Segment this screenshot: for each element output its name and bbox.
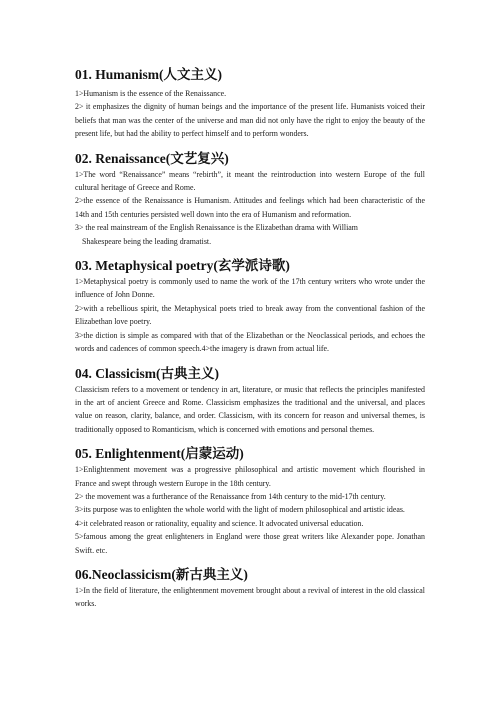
paragraph: 2>with a rebellious spirit, the Metaphysical poets tried to break away from the conventional fashion of the Elizabethan love poetry.	[75, 303, 425, 327]
document-body	[75, 66, 425, 611]
section-heading: 06.Neoclassicism(新古典主义)	[75, 566, 248, 582]
paragraph: 4>it celebrated reason or rationality, equality and science. It advocated universal education.	[75, 518, 364, 528]
paragraph: Shakespeare being the leading dramatist.	[82, 236, 212, 246]
paragraph: 2> it emphasizes the dignity of human beings and the importance of the present life. Humanists voiced their beliefs that man was the center of the universe and man did not only have the right to enjoy the beauty of the present life, but had the ability to perfect himself and to perform wonders.	[75, 102, 425, 139]
section-classicism	[75, 365, 425, 437]
section-heading: 01. Humanism(人文主义)	[75, 67, 223, 82]
paragraph: 1>In the field of literature, the enlightenment movement brought about a revival of interest in the old classical works.	[75, 585, 425, 609]
paragraph: 1>Enlightenment movement was a progressive philosophical and artistic movement which flourished in France and swept through western Europe in the 18th century.	[75, 465, 425, 488]
paragraph: 1>Humanism is the essence of the Renaissance.	[75, 89, 227, 98]
section-enlightenment	[75, 445, 425, 557]
section-heading: 02. Renaissance(文艺复兴)	[75, 150, 229, 166]
paragraph: 3> the real mainstream of the English Renaissance is the Elizabethan drama with William	[75, 223, 358, 233]
section-renaissance	[75, 150, 425, 248]
paragraph: 5>famous among the great enlighteners in England were those great writers like Alexander pope. Jonathan Swift. etc.	[75, 532, 425, 555]
paragraph: 1>The word “Renaissance” means “rebirth”, it meant the reintroduction into western Europe of the full cultural heritage of Greece and Rome.	[75, 169, 425, 193]
paragraph: 2>the essence of the Renaissance is Humanism. Attitudes and feelings which had been characteristic of the 14th and 15th centuries persisted well down into the era of Humanism and reformation.	[75, 196, 425, 219]
paragraph: Classicism refers to a movement or tendency in art, literature, or music that reflects the principles manifested in the art of ancient Greece and Rome. Classicism emphasizes the traditional and the universal, and places value on reason, clarity, balance, and order. Classicism, with its concern for reason and universal themes, is traditionally opposed to Romanticism, which is concerned with emotions and personal themes.	[75, 384, 425, 434]
section-humanism	[75, 66, 425, 141]
paragraph: 1>Metaphysical poetry is commonly used to name the work of the 17th century writers who wrote under the influence of John Donne.	[75, 277, 425, 300]
paragraph: 3>the diction is simple as compared with that of the Elizabethan or the Neoclassical periods, and echoes the words and cadences of common speech.4>the imagery is drawn from actual life.	[75, 330, 425, 354]
section-heading: 04. Classicism(古典主义)	[75, 365, 219, 381]
section-metaphysical-poetry	[75, 257, 425, 355]
paragraph: 2> the movement was a furtherance of the Renaissance from 14th century to the mid-17th century.	[75, 491, 386, 501]
paragraph: 3>its purpose was to enlighten the whole world with the light of modern philosophical and artistic ideas.	[75, 505, 405, 515]
section-heading: 03. Metaphysical poetry(玄学派诗歌)	[75, 258, 290, 274]
section-neoclassicism	[75, 566, 425, 611]
section-heading: 05. Enlightenment(启蒙运动)	[75, 446, 244, 462]
